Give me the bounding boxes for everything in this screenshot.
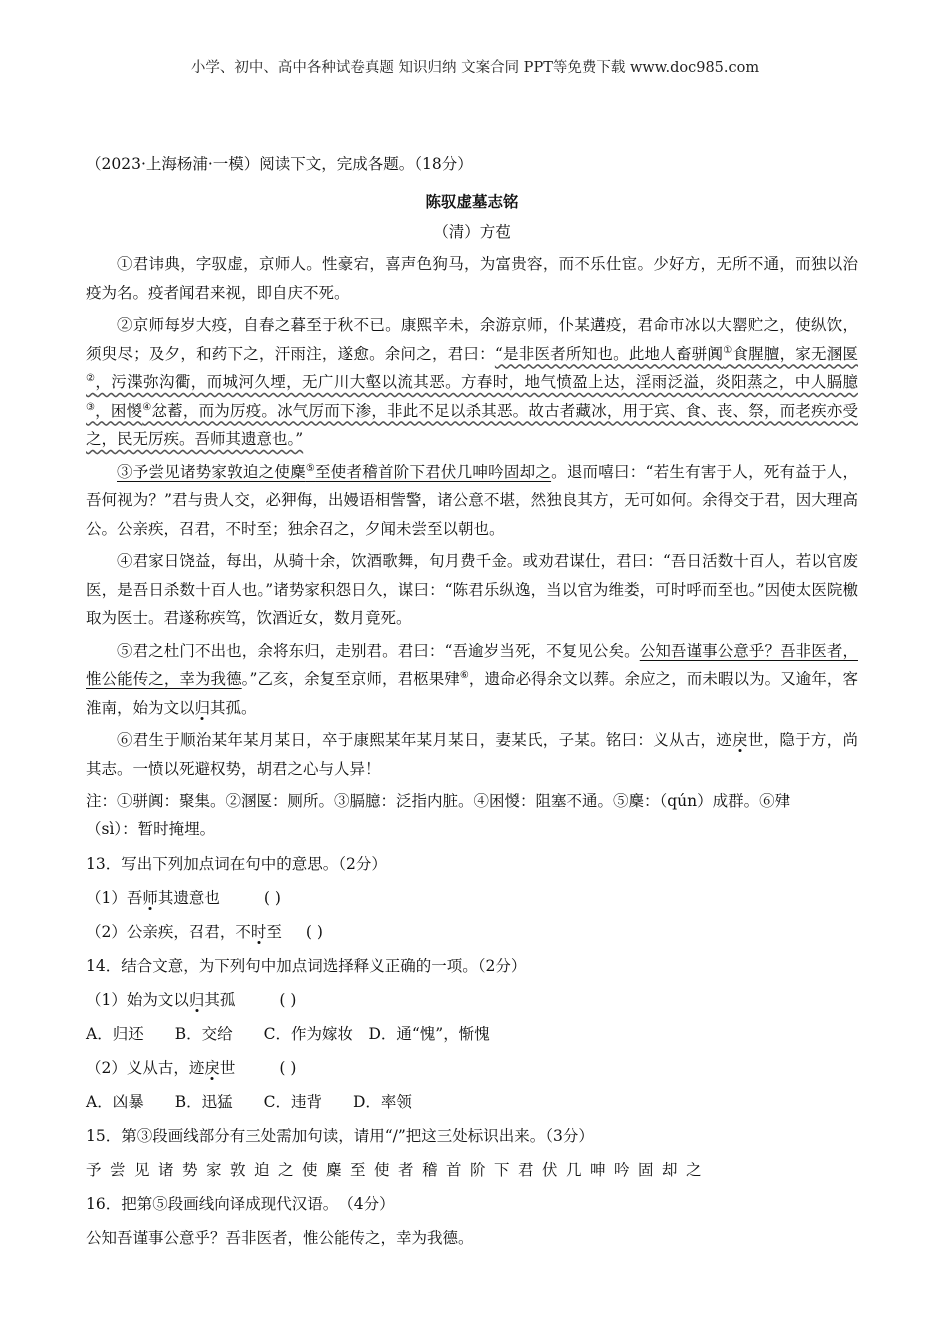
answer-blank[interactable]: ( ) [279,1059,297,1077]
answer-blank[interactable]: ( ) [279,991,297,1009]
article-title: 陈驭虚墓志铭 [425,192,519,211]
intro-line: （2023·上海杨浦·一模）阅读下文，完成各题。（18分） [86,155,473,173]
question-13-item-2: （2）公亲疾，召君，不时至 ( ) [86,923,323,941]
paragraph-6: ⑥君生于顺治某年某月某日，卒于康熙某年某月某日，妻某氏，子某。铭曰：义从古，迹戾世，隐于方，尚其志。一愤以死避权势，胡君之心与人异！ [86,731,858,778]
question-16: 16．把第⑤段画线向译成现代汉语。 （4分） [86,1195,395,1213]
wavy-underline-text: “是非医者所知也。此地人畜骈阗①食腥膻，家无溷匽②，污渫弥沟衢，而城河久堙，无广川大壑以流其恶。方春时，地气愤盈上达，淫雨泛溢，炎阳蒸之，中人膈臆③，困惾④忿蓄，而为厉疫。冰气厉而下渗，非此不足以杀其恶。故古者藏冰，用于宾、食、丧、祭，而老疾亦受之，民无厉疾。吾师其遗意也。” [86,344,858,448]
page-header: 小学、初中、高中各种试卷真题 知识归纳 文案合同 PPT等免费下载 www.doc985.com [190,60,760,76]
dotted-word: 归 [188,991,205,1009]
paragraph-2: ②京师每岁大疫，自春之暮至于秋不已。康熙辛未，余游京师，仆某遘疫，君命市冰以大罂贮之，使纵饮，须臾尽；及夕，和药下之，汗雨注，遂愈。余问之，君曰：“是非医者所知也。此地人畜骈阗①食腥膻，家无溷匽②，污渫弥沟衢，而城河久堙，无广川大壑以流其恶。方春时，地气愤盈上达，淫雨泛溢，炎阳蒸之，中人膈臆③，困惾④忿蓄，而为厉疫。冰气厉而下渗，非此不足以杀其恶。故古者藏冰，用于宾、食、丧、祭，而老疾亦受之，民无厉疾。吾师其遗意也。” [86,316,858,448]
document-body [86,150,858,1257]
question-16-text: 公知吾谨事公意乎？吾非医者，惟公能传之，幸为我德。 [86,1229,474,1247]
footnotes: 注：①骈阗：聚集。②溷匽：厕所。③膈臆：泛指内脏。④困惾：阻塞不通。⑤麇：（qún）成群。⑥肂 （sì）：暂时掩埋。 [86,792,791,838]
paragraph-4: ④君家日饶益，每出，从骑十余，饮酒歌舞，旬月费千金。或劝君谋仕，君曰：“吾日活数十百人，若以官废医，是吾日杀数十百人也。”诸势家积怨日久，谋曰：“陈君乐纵逸，当以官为维娄，可时呼而至也。”因使太医院檄取为医士。君遂称疾笃，饮酒近女，数月竟死。 [86,552,858,627]
dotted-word: 戾 [732,731,748,749]
paragraph-5: ⑤君之杜门不出也，余将东归，走别君。君曰：“吾逾岁当死，不复见公矣。公知吾谨事公意乎？吾非医者，惟公能传之，幸为我德。”乙亥，余复至京师，君柩果肂⑥，遗命必得余文以葬。余应之，而未暇以为。又逾年，客淮南，始为文以归其孤。 [86,641,858,717]
underlined-sentence: 公知吾谨事公意乎？吾非医者，惟公能传之，幸为我德 [86,641,858,688]
question-14-options-2: A．凶暴 B．迅猛 C．违背 D．率领 [86,1093,412,1111]
answer-blank[interactable]: ( ) [305,923,323,941]
question-14: 14．结合文意，为下列句中加点词选择释义正确的一项。（2分） [86,957,527,975]
article-author: （清）方苞 [433,223,511,241]
question-14-options-1: A．归还 B．交给 C．作为嫁妆 D．通“愧”，惭愧 [86,1025,490,1043]
question-14-item-2: （2）义从古，迹戾世 ( ) [86,1059,297,1077]
question-13: 13．写出下列加点词在句中的意思。（2分） [86,855,387,873]
question-14-item-1: （1）始为文以归其孤 ( ) [86,991,297,1009]
dotted-word: 师 [142,889,158,907]
question-15: 15．第③段画线部分有三处需加句读，请用“/”把这三处标识出来。（3分） [86,1127,594,1145]
underlined-sentence: ③予尝见诸势家敦迫之使麇⑤至使者稽首阶下君伏几呻吟固却之 [117,462,552,481]
dotted-word: 时 [250,923,267,941]
dotted-word: 归 [194,698,211,717]
answer-blank[interactable]: ( ) [263,889,281,907]
paragraph-1: ①君讳典，字驭虚，京师人。性豪宕，喜声色狗马，为富贵容，而不乐仕宦。少好方，无所不通，而独以治疫为名。疫者闻君来视，即自庆不死。 [86,255,858,302]
question-15-text: 予尝见诸势家敦迫之使麇至使者稽首阶下君伏几呻吟固却之 [86,1161,711,1179]
question-13-item-1: （1）吾师其遗意也 ( ) [86,889,281,907]
paragraph-3: ③予尝见诸势家敦迫之使麇⑤至使者稽首阶下君伏几呻吟固却之。退而嘻曰：“若生有害于人，死有益于人，吾何视为？”君与贵人交，必狎侮，出嫚语相訾警，诸公意不堪，然独良其方，无可如何。余得交于君，因大理高公。公亲疾，召君，不时至；独余召之，夕闻未尝至以朝也。 [86,462,858,538]
dotted-word: 戾 [204,1059,220,1077]
